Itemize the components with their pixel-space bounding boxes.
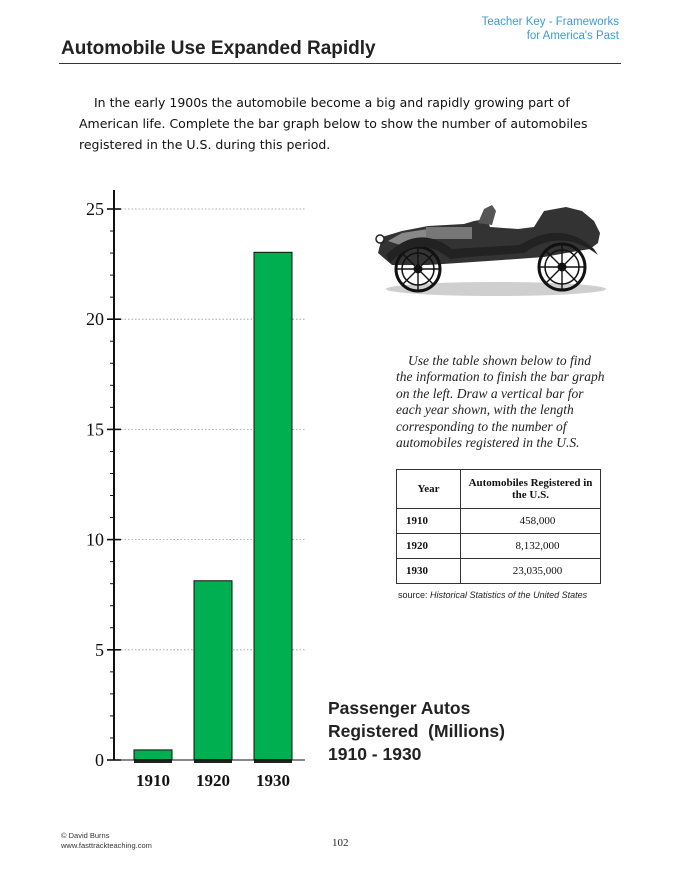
y-tick-label: 25: [86, 199, 104, 219]
y-tick-label: 0: [95, 750, 104, 770]
chart-caption: [328, 697, 505, 766]
table-row: [397, 559, 601, 584]
source-prefix: source:: [398, 590, 428, 600]
teacher-key-line2: for America's Past: [526, 30, 619, 42]
source-note: [398, 590, 587, 600]
y-tick-label: 10: [86, 529, 104, 550]
table-cell-year: 1920: [397, 534, 461, 559]
table-row: [397, 509, 601, 534]
y-tick-label: 5: [95, 639, 104, 660]
footer-credit: [61, 831, 152, 850]
bar-1920: [194, 581, 232, 760]
teacher-key-line1: Teacher Key - Frameworks: [481, 16, 619, 28]
caption-line1: Passenger Autos: [328, 698, 471, 718]
table-row: [397, 534, 601, 559]
table-cell-count: 8,132,000: [461, 534, 601, 559]
page-title: Automobile Use Expanded Rapidly: [61, 38, 376, 59]
table-cell-count: 458,000: [461, 509, 601, 534]
table-cell-year: 1930: [397, 559, 461, 584]
bar-1930: [254, 252, 292, 760]
table-cell-count: 23,035,000: [461, 559, 601, 584]
x-tick-label: 1930: [256, 771, 290, 790]
y-tick-label: 15: [86, 419, 104, 440]
registration-table: [396, 469, 601, 584]
footer-website: www.fasttrackteaching.com: [61, 840, 152, 850]
column-header-year: Year: [397, 470, 461, 509]
source-title: Historical Statistics of the United States: [430, 590, 588, 600]
x-tick-label: 1910: [136, 771, 170, 790]
y-tick-label: 20: [86, 309, 104, 330]
page-number: 102: [332, 837, 349, 849]
column-header-automobiles: Automobiles Registered in the U.S.: [461, 470, 601, 509]
footer-copyright: © David Burns: [61, 831, 110, 840]
table-header-row: [397, 470, 601, 509]
caption-line3: 1910 - 1930: [328, 744, 422, 764]
instructions-text: Use the table shown below to find the information to finish the bar graph on the left. Draw a vertical bar for each year shown, with the length corresponding to the number of automobiles registered in the U.S.: [396, 353, 605, 451]
bar-1910: [134, 750, 172, 760]
intro-paragraph: In the early 1900s the automobile become a big and rapidly growing part of American life. Complete the bar graph below to show the number of automobiles registered in the U.S. during this period.: [79, 95, 588, 152]
antique-car-icon: [368, 193, 613, 303]
caption-line2: Registered (Millions): [328, 721, 505, 741]
table-cell-year: 1910: [397, 509, 461, 534]
x-tick-label: 1920: [196, 771, 230, 790]
